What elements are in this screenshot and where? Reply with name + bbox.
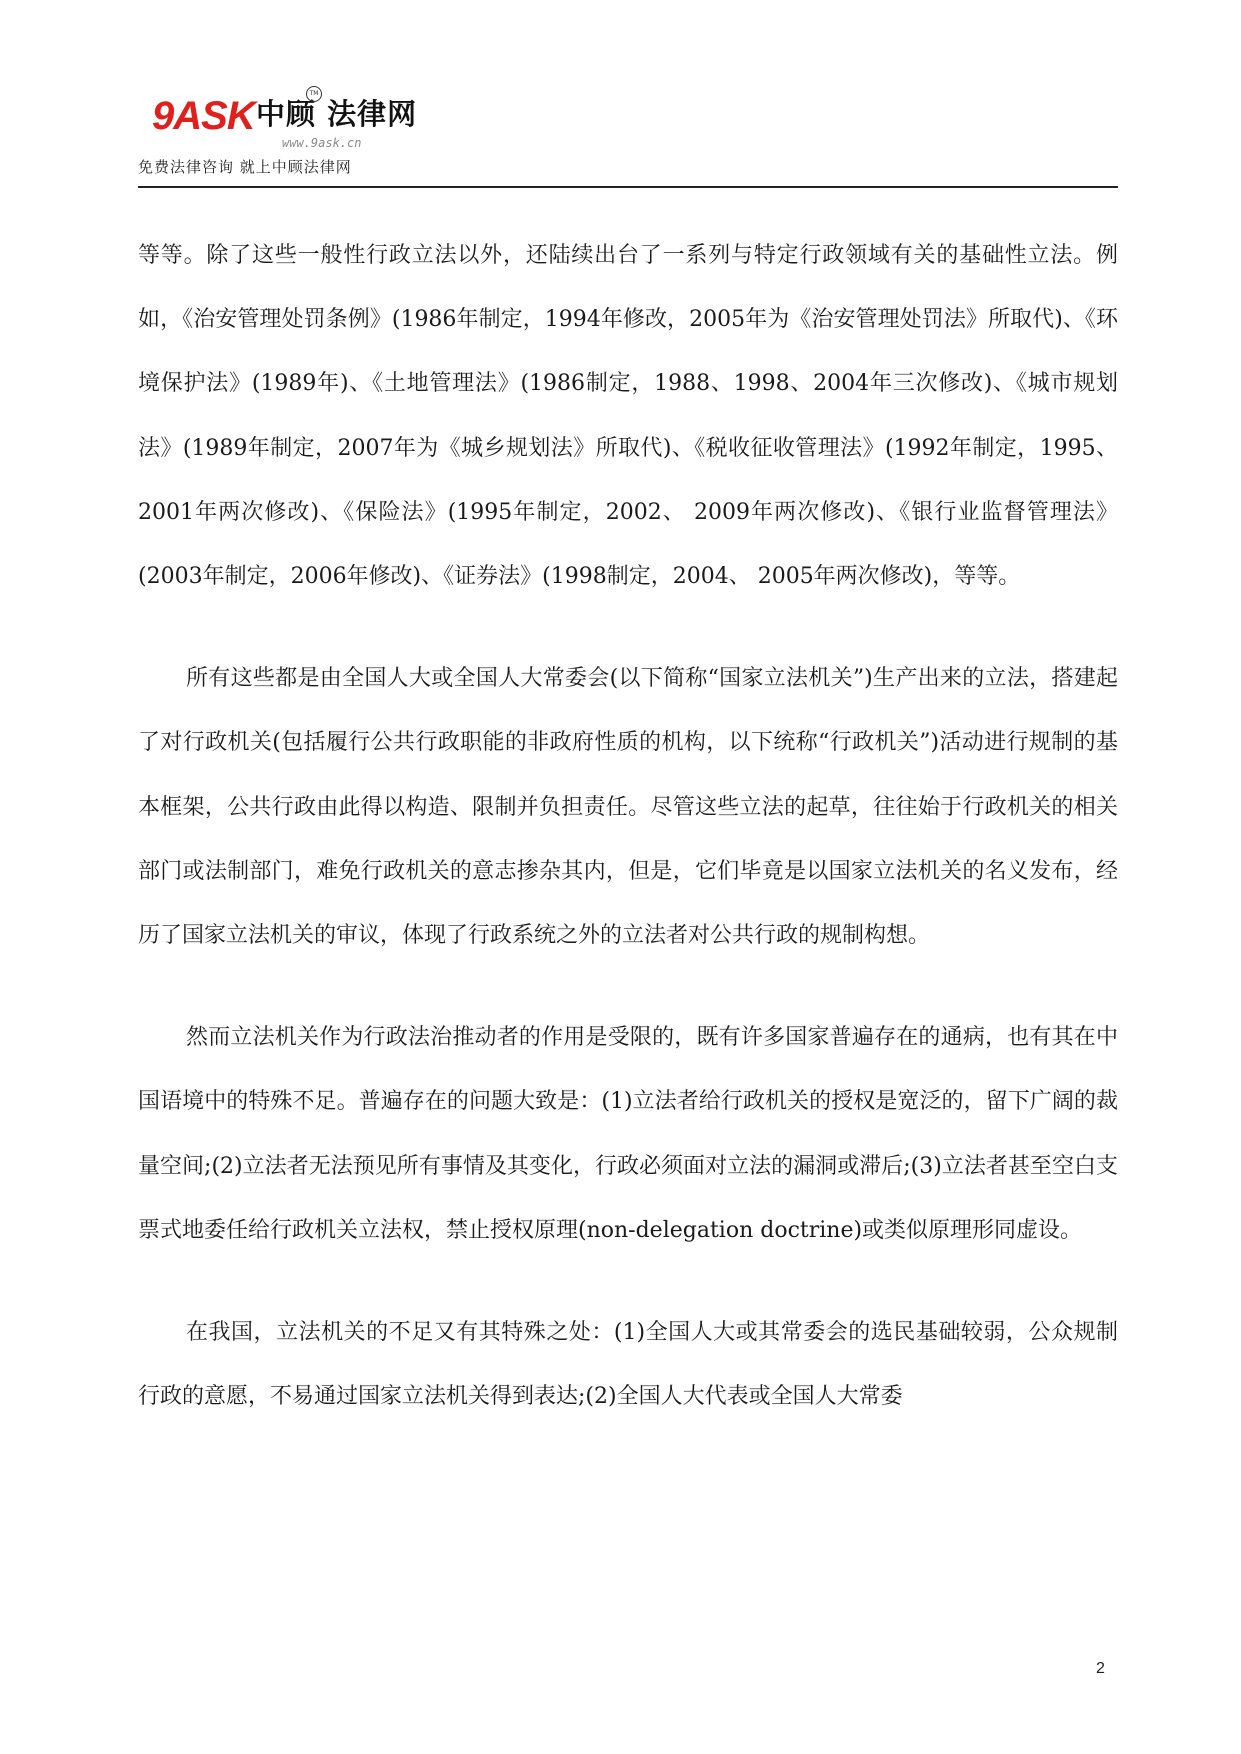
page-header	[138, 92, 1118, 188]
paragraph-4: 在我国，立法机关的不足又有其特殊之处：(1)全国人大或其常委会的选民基础较弱，公众规制行政的意愿，不易通过国家立法机关得到表达;(2)全国人大代表或全国人大常委	[138, 1320, 1118, 1410]
logo-slogan: 免费法律咨询 就上中顾法律网	[138, 158, 352, 176]
trademark-icon: TM	[306, 86, 322, 102]
paragraph-2: 所有这些都是由全国人大或全国人大常委会(以下简称“国家立法机关”)生产出来的立法，搭建起了对行政机关(包括履行公共行政职能的非政府性质的机构，以下统称“行政机关”)活动进行规制的基本框架，公共行政由此得以构造、限制并负担责任。尽管这些立法的起草，往往始于行政机关的相关部门或法制部门，难免行政机关的意志掺杂其内，但是，它们毕竟是以国家立法机关的名义发布，经历了国家立法机关的审议，体现了行政系统之外的立法者对公共行政的规制构想。	[138, 666, 1118, 949]
paragraph-1: 等等。除了这些一般性行政立法以外，还陆续出台了一系列与特定行政领域有关的基础性立法。例如，《治安管理处罚条例》(1986年制定，1994年修改，2005年为《治安管理处罚法》所取代)、《环境保护法》(1989年)、《土地管理法》(1986制定，1988、1998、2004年三次修改)、《城市规划法》(1989年制定，2007年为《城乡规划法》所取代)、《税收征收管理法》(1992年制定，1995、2001年两次修改)、《保险法》(1995年制定，2002、 2009年两次修改)、《银行业监督管理法》(2003年制定，2006年修改)、《证券法》(1998制定，2004、 2005年两次修改)，等等。	[138, 243, 1118, 590]
paragraph-3: 然而立法机关作为行政法治推动者的作用是受限的，既有许多国家普遍存在的通病，也有其在中国语境中的特殊不足。普遍存在的问题大致是：(1)立法者给行政机关的授权是宽泛的，留下广阔的裁量空间;(2)立法者无法预见所有事情及其变化，行政必须面对立法的漏洞或滞后;(3)立法者甚至空白支票式地委任给行政机关立法权，禁止授权原理(non-delegation doctrine)或类似原理形同虚设。	[138, 1025, 1118, 1243]
header-divider	[138, 186, 1118, 188]
site-logo	[138, 92, 468, 182]
document-body	[138, 224, 1118, 1429]
logo-url: www.9ask.cn	[282, 136, 362, 150]
logo-mark: 9ASK	[152, 94, 255, 138]
page-number: 2	[1096, 1660, 1105, 1677]
logo-name: 中顾 法律网	[256, 97, 418, 131]
